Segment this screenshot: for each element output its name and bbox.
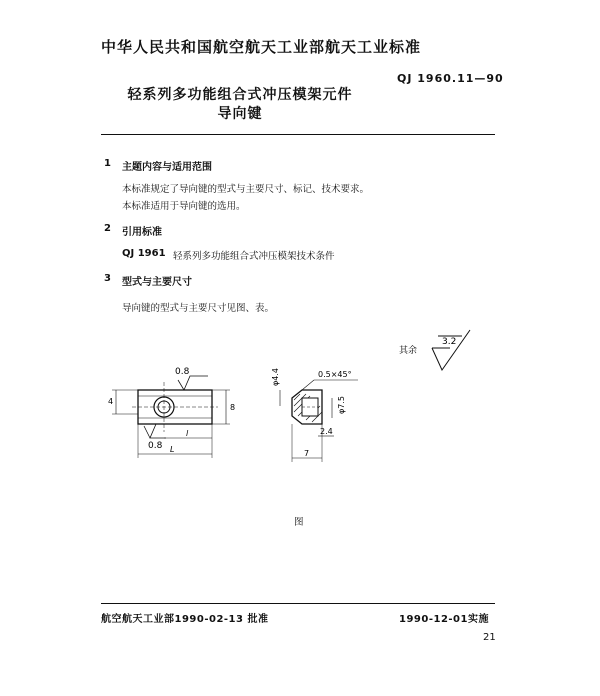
section-3-title: 型式与主要尺寸 bbox=[122, 277, 192, 288]
dim-height: 4 bbox=[108, 397, 114, 406]
dim-l: l bbox=[186, 429, 189, 438]
footer-rule bbox=[101, 603, 495, 604]
section-3-number: 3 bbox=[104, 273, 111, 284]
front-view-drawing bbox=[108, 362, 258, 472]
reference-code: QJ 1961 bbox=[122, 248, 166, 259]
roughness-label: 其余 bbox=[399, 346, 418, 356]
dim-width-b: 8 bbox=[230, 403, 236, 412]
section-2-title: 引用标准 bbox=[122, 227, 162, 238]
section-1-title: 主题内容与适用范围 bbox=[122, 162, 212, 173]
section-1-paragraph-2: 本标准适用于导向键的选用。 bbox=[122, 201, 246, 212]
dim-phi-mid: φ7.5 bbox=[337, 396, 346, 414]
section-3-paragraph: 导向键的型式与主要尺寸见图、表。 bbox=[122, 303, 275, 314]
header-rule bbox=[101, 134, 495, 135]
issuing-organization: 中华人民共和国航空航天工业部航天工业标准 bbox=[101, 38, 422, 56]
implementation-date: 1990-12-01实施 bbox=[399, 614, 489, 625]
side-view-drawing bbox=[262, 362, 382, 472]
figure-caption: 图 bbox=[294, 517, 304, 528]
dim-L: L bbox=[170, 445, 175, 454]
reference-title: 轻系列多功能组合式冲压模架技术条件 bbox=[173, 251, 335, 262]
dim-7: 7 bbox=[304, 449, 310, 458]
section-2-number: 2 bbox=[104, 223, 111, 234]
document-title: 轻系列多功能组合式冲压模架元件 bbox=[127, 87, 353, 103]
roughness-bottom-value: 0.8 bbox=[148, 441, 163, 451]
approval-date: 航空航天工业部1990-02-13 批准 bbox=[101, 614, 269, 625]
roughness-top-value: 0.8 bbox=[175, 367, 190, 377]
page-number: 21 bbox=[483, 632, 496, 643]
roughness-symbol bbox=[390, 326, 490, 386]
document-subtitle: 导向键 bbox=[217, 106, 263, 122]
dim-chamfer: 0.5×45° bbox=[318, 370, 352, 379]
section-1-paragraph-1: 本标准规定了导向键的型式与主要尺寸、标记、技术要求。 bbox=[122, 184, 370, 195]
standard-code: QJ 1960.11—90 bbox=[397, 72, 504, 85]
dim-phi-top: φ4.4 bbox=[271, 368, 280, 386]
section-1-number: 1 bbox=[104, 158, 111, 169]
dim-2-4: 2.4 bbox=[320, 427, 333, 436]
roughness-value: 3.2 bbox=[442, 337, 457, 347]
